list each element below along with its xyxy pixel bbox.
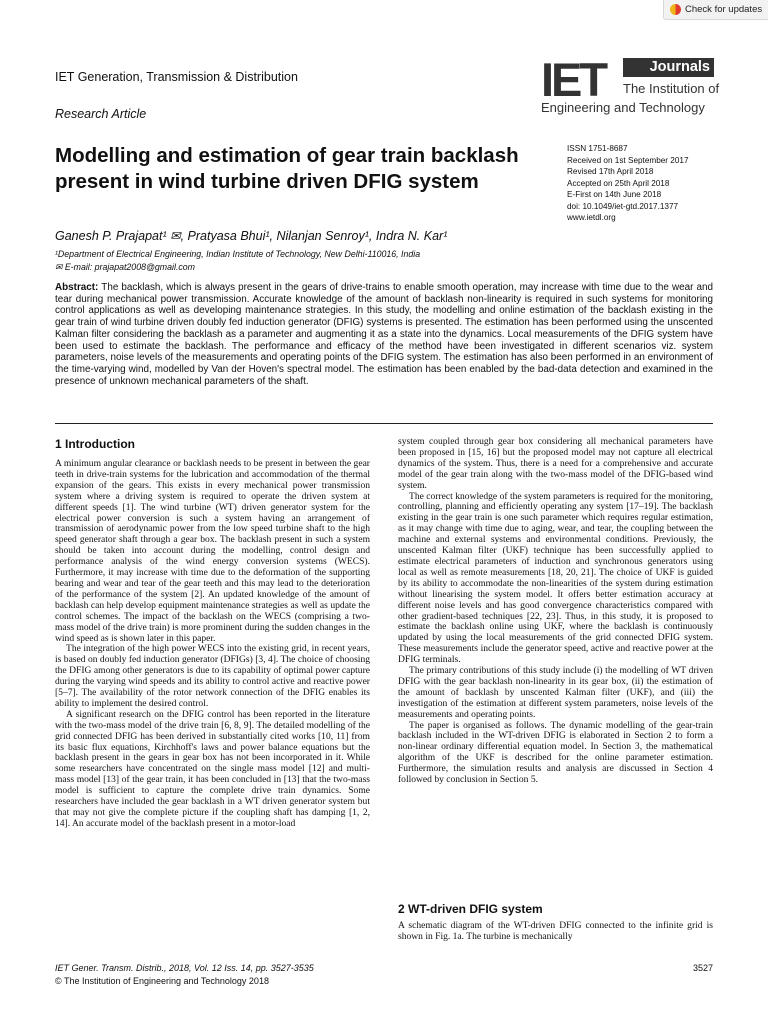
abstract [55,282,713,387]
meta-revised: Revised 17th April 2018 [567,167,654,176]
section-2-heading: 2 WT-driven DFIG system [398,902,543,916]
abstract-label: Abstract: [55,282,99,293]
body-paragraph: The integration of the high power WECS into the existing grid, in recent years, is based on doubly fed induction generator (DFIGs) [3, 4]. The choice of choosing the DFIG among other generators is due to its capability of optimal power capture during the varying wind speeds and its ability to control active and reactive power [5–7]. The availability of the rotor network connection of the DFIG enables its ability to implement the desired control. [55,643,370,709]
abstract-divider [55,423,713,424]
logo-mark: IET [541,53,606,106]
article-type: Research Article [55,107,147,121]
article-meta [567,143,747,224]
body-paragraph: The primary contributions of this study include (i) the modelling of WT driven DFIG with the gear backlash non-linearity in its gear box, (ii) the estimation of the amount of backlash by unscented Kalman filter (UKF), and (iii) the investigation of the estimation at different system parameters, noise levels of the measurements and operating points. [398,665,713,720]
abstract-text: The backlash, which is always present in the gears of drive-trains to enable smooth operation, may increase with time due to the wear and tear during mechanical power transmission. Accurate knowledge of the amount of backlash non-linearity is required in such systems for monitoring control applications as well as developing maintenance strategies. In this study, the modelling and online estimation of the backlash existing in the gear train of wind turbine driven doubly fed induction generator (DFIG) systems is presented. The estimation has been performed using the unscented Kalman filter considering the backlash as a parameter and augmenting it as a state into the dynamics. Local measurements of the DFIG system have been used to estimate the backlash. The performance and efficacy of the method have been investigated in different scenarios viz. system parameters, noise levels of the measurements and operating points of the DFIG system. The estimation has also been performed in an environment of the time-varying wind, modelled by Van der Hoven's spectral model. The estimation has been enabled by the bad-data detection and examined in the presence of unknown mechanical parameters of the shaft. [55,282,713,387]
corresponding-email[interactable]: ✉ E-mail: prajapat2008@gmail.com [55,262,196,272]
authors: Ganesh P. Prajapat¹ ✉, Pratyasa Bhui¹, Nilanjan Senroy¹, Indra N. Kar¹ [55,229,448,243]
body-paragraph: The correct knowledge of the system parameters is required for the monitoring, controlling, planning and efficiently operating any system [17–19]. The backlash existing in the gear train is one such parameter which requires regular estimation, as it may change with time due to aging, wear, and tear, the coupling between the machine and external systems and environmental conditions. Previously, the unscented Kalman filter (UKF) technique has been successfully applied to estimate electrical parameters of induction and synchronous generators using local as well as remote measurements [18, 20, 21]. The choice of UKF is guided by its ability to accommodate the non-linearities of the system during estimation without linearising the system model. It offers better estimation accuracy at different noise levels and has good convergence characteristics compared with other gradient-based techniques [22, 23]. Thus, in this study, it is proposed to estimate the backlash online using UKF, where the backlash is continuously updated by using the local measurements of the grid connected DFIG system. These measurements include the generator speed, active and reactive power at the DFIG terminals. [398,490,713,666]
body-paragraph: A minimum angular clearance or backlash needs to be present in between the gear teeth in drive-train systems for the lubrication and accommodation of the thermal expansion of the gears. This exists in every mechanical power transmission system where a driving system is required to operate the driven system at different speeds [1]. The wind turbine (WT) driven generator system for the electrical power conversion is such a system having an arrangement of transmission of aerodynamic power from the low speed turbine shaft to the high speed generator shaft through a gear box. The backlash present in such a system should be taken into account during the modelling, control design and performance analysis of the wind energy conversion systems (WECS). Furthermore, it may increase with time due to the deformation of the supporting bearing and wear and tear of the gear teeth and this may lead to the deterioration of the performance of the system [2]. An updated knowledge of the amount of backlash can help develop equipment maintenance strategies as well as update the control schemes. The impact of the backlash on the WECS (comprising a two-mass model of the drive train) is more prominent during the sudden changes in the wind speed as is shown later in this paper. [55,458,370,644]
check-for-updates-label: Check for updates [685,4,763,15]
body-paragraph: The paper is organised as follows. The dynamic modelling of the gear-train backlash included in the WT-driven DFIG is elaborated in Section 2 to form a non-linear ordinary differential equation model. In Section 3, the mathematical algorithm of the UKF is described for the online parameter estimation. Furthermore, the simulation results and analysis are discussed in Section 4 followed by conclusion in Section 5. [398,719,713,786]
check-for-updates-button[interactable] [663,0,768,20]
body-paragraph: system coupled through gear box considering all mechanical parameters have been proposed in [15, 16] but the proposed model may not capture all electrical dynamics of the system. Thus, there is a need for a comprehensive and accurate model of the gear train along with the two-mass model of the DFIG-based wind system. [398,436,713,491]
logo-journals-bar: Journals [623,58,714,77]
body-paragraph: A schematic diagram of the WT-driven DFIG connected to the infinite grid is shown in Fig. 1a. The turbine is mechanically [398,920,713,942]
meta-received: Received on 1st September 2017 [567,155,689,165]
meta-accepted: Accepted on 25th April 2018 [567,178,670,188]
section-1-heading: 1 Introduction [55,437,135,451]
article-title: Modelling and estimation of gear train backlash present in wind turbine driven DFIG system [55,144,519,193]
iet-logo [541,53,720,120]
column-1 [55,459,370,830]
journal-name: IET Generation, Transmission & Distribution [55,70,298,84]
page-number: 3527 [692,963,713,973]
section-2-text [398,921,713,943]
footer-copyright: © The Institution of Engineering and Technology 2018 [55,976,269,986]
logo-line-2: Engineering and Technology [541,100,705,115]
logo-line-1: The Institution of [623,81,720,96]
check-for-updates-icon [670,4,681,15]
meta-website[interactable]: www.ietdl.org [567,213,616,222]
affiliation: ¹Department of Electrical Engineering, Indian Institute of Technology, New Delhi-110016, India [55,249,421,259]
meta-issn: ISSN 1751-8687 [567,144,628,153]
body-paragraph: A significant research on the DFIG control has been reported in the literature with the two-mass model of the drive train [6, 8, 9]. The detailed modelling of the grid connected DFIG has been derived in substantially cited works [10, 11] from its basic flux equations, Kirchhoff's laws and power balance equations but the backlash present in the gears in gear box has not been incorporated in it. While some researchers have concentrated on the single mass model [12] and multi-mass model [13] of the gear train, it has been concluded in [13] that the two-mass model is sufficient to capture the complete drive train dynamics. Some researchers have included the gear backlash in a WT driven generator system but that may not give the complete picture if the coupling shaft has damping [1, 2, 14]. An accurate model of the backlash present in a motor-load [55,708,370,829]
meta-doi[interactable]: doi: 10.1049/iet-gtd.2017.1377 [567,201,679,211]
column-2 [398,437,713,786]
footer-citation: IET Gener. Transm. Distrib., 2018, Vol. 12 Iss. 14, pp. 3527-3535 [55,963,314,973]
meta-efirst: E-First on 14th June 2018 [567,190,662,199]
